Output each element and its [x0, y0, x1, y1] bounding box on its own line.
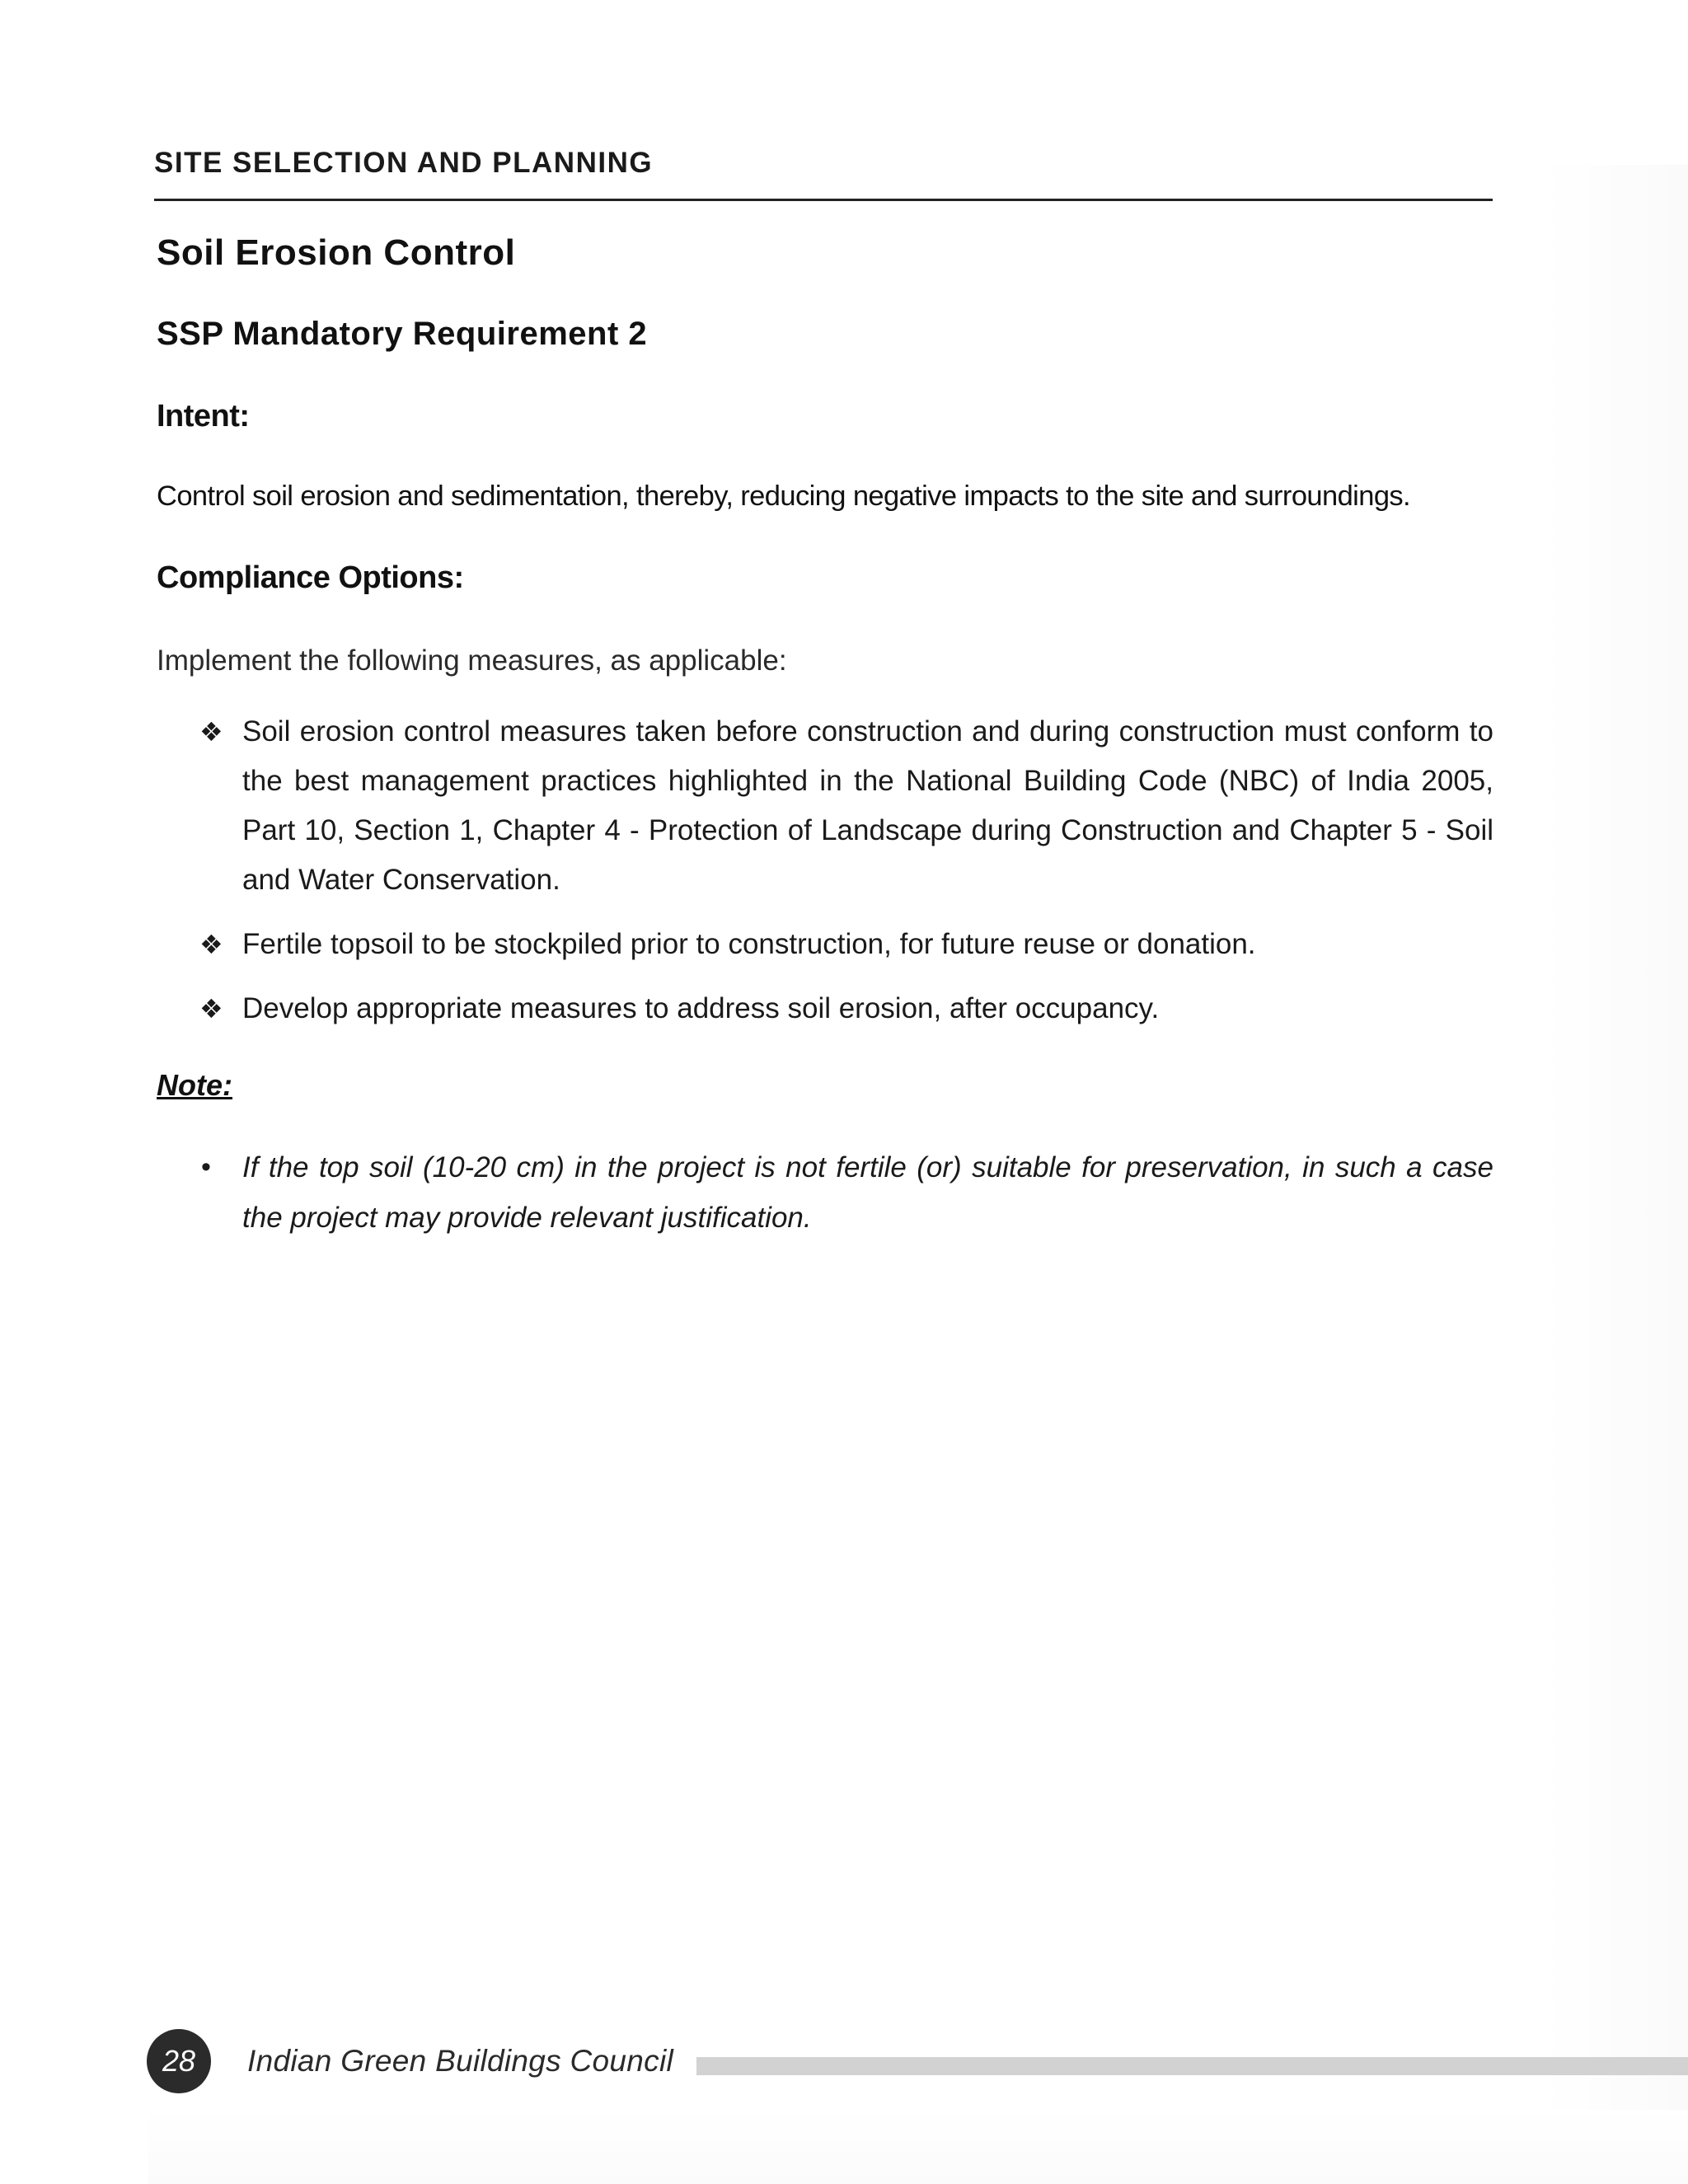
- note-label: Note:: [157, 1068, 232, 1102]
- list-item-text: Develop appropriate measures to address soil erosion, after occupancy.: [242, 992, 1160, 1024]
- page-bottom-shade: [148, 2110, 1688, 2184]
- intent-text: Control soil erosion and sedimentation, thereby, reducing negative impacts to the site and surroundings.: [157, 480, 1411, 512]
- footer-bar: [696, 2057, 1688, 2075]
- list-item: [199, 1142, 1493, 1243]
- page-title: Soil Erosion Control: [157, 232, 516, 273]
- list-item: [199, 707, 1493, 905]
- dot-bullet-icon: •: [201, 1151, 211, 1183]
- header-divider: [154, 199, 1493, 201]
- compliance-intro: Implement the following measures, as applicable:: [157, 644, 787, 677]
- list-item-text: Soil erosion control measures taken before construction and during construction must conform to the best management practices highlighted in the National Building Code (NBC) of India 2005, Part 10, Section 1, Chapter 4 - Protection of Landscape during Construction and Chapter 5 - Soil and Water Conservation.: [242, 715, 1493, 896]
- page-edge-shade: [1541, 165, 1688, 2184]
- diamond-bullet-icon: ❖: [199, 930, 223, 959]
- intent-label: Intent:: [157, 399, 250, 434]
- page-number: 28: [147, 2029, 211, 2093]
- list-item: [199, 920, 1493, 969]
- compliance-label: Compliance Options:: [157, 560, 464, 595]
- note-list: [199, 1142, 1493, 1243]
- requirement-subtitle: SSP Mandatory Requirement 2: [157, 316, 648, 352]
- note-text: If the top soil (10-20 cm) in the project is not fertile (or) suitable for preservation, in such a case the project may provide relevant justification.: [242, 1151, 1493, 1234]
- section-header: SITE SELECTION AND PLANNING: [154, 147, 654, 179]
- list-item: [199, 984, 1493, 1033]
- footer-organization: Indian Green Buildings Council: [247, 2044, 674, 2078]
- compliance-list: [199, 707, 1493, 1048]
- diamond-bullet-icon: ❖: [199, 994, 223, 1024]
- diamond-bullet-icon: ❖: [199, 717, 223, 747]
- list-item-text: Fertile topsoil to be stockpiled prior to construction, for future reuse or donation.: [242, 928, 1256, 960]
